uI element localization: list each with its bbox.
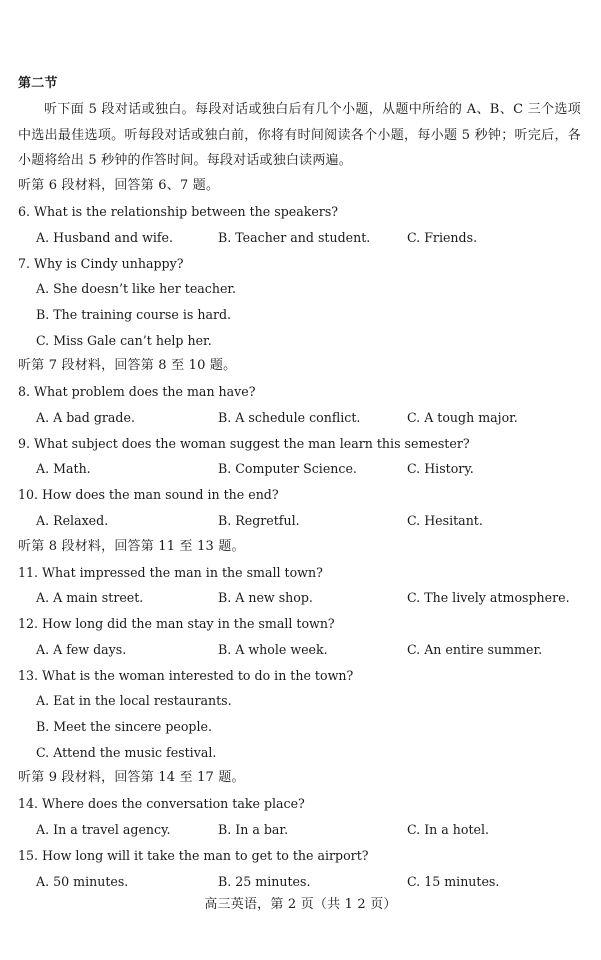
option-c: C. 15 minutes. xyxy=(407,874,500,889)
option-c: C. Attend the music festival. xyxy=(36,745,217,760)
option-a: A. Relaxed. xyxy=(36,513,109,528)
option-a: A. Math. xyxy=(36,461,91,476)
group-heading: 听第 8 段材料，回答第 11 至 13 题。 xyxy=(18,539,245,554)
option-a: A. In a travel agency. xyxy=(36,822,171,837)
instructions-paragraph: 听下面 5 段对话或独白。每段对话或独白后有几个小题，从题中所给的 A、B、C 三个选项中选出最佳选项。听每段对话或独白前，你将有时间阅读各个小题，每小题 5 秒钟；听完后，各小题将给出 5 秒钟的作答时间。每段对话或独白读两遍。 xyxy=(18,102,581,168)
option-b: B. 25 minutes. xyxy=(218,874,311,889)
question-stem: 11. What impressed the man in the small town? xyxy=(18,565,323,580)
option-b: B. The training course is hard. xyxy=(36,307,232,322)
option-b: B. In a bar. xyxy=(218,822,289,837)
section-title: 第二节 xyxy=(18,76,58,91)
question-stem: 9. What subject does the woman suggest the man learn this semester? xyxy=(18,436,470,451)
option-c: C. In a hotel. xyxy=(407,822,490,837)
question-stem: 7. Why is Cindy unhappy? xyxy=(18,256,184,271)
question-stem: 14. Where does the conversation take place? xyxy=(18,796,305,811)
question-stem: 8. What problem does the man have? xyxy=(18,384,256,399)
option-c: C. History. xyxy=(407,461,474,476)
option-a: A. She doesn’t like her teacher. xyxy=(36,281,237,296)
option-a: A. A main street. xyxy=(36,590,144,605)
question-stem: 12. How long did the man stay in the small town? xyxy=(18,616,335,631)
option-b: B. Regretful. xyxy=(218,513,300,528)
option-b: B. A new shop. xyxy=(218,590,313,605)
option-a: A. 50 minutes. xyxy=(36,874,129,889)
option-b: B. Teacher and student. xyxy=(218,230,371,245)
option-b: B. A schedule conflict. xyxy=(218,410,361,425)
option-c: C. Friends. xyxy=(407,230,478,245)
option-a: A. Husband and wife. xyxy=(36,230,174,245)
group-heading: 听第 7 段材料，回答第 8 至 10 题。 xyxy=(18,358,237,373)
option-a: A. A few days. xyxy=(36,642,127,657)
option-c: C. An entire summer. xyxy=(407,642,543,657)
question-stem: 13. What is the woman interested to do in the town? xyxy=(18,668,354,683)
option-c: C. A tough major. xyxy=(407,410,518,425)
option-b: B. Meet the sincere people. xyxy=(36,719,212,734)
group-heading: 听第 9 段材料，回答第 14 至 17 题。 xyxy=(18,770,245,785)
option-c: C. Hesitant. xyxy=(407,513,483,528)
question-stem: 6. What is the relationship between the speakers? xyxy=(18,204,339,219)
option-b: B. A whole week. xyxy=(218,642,328,657)
question-stem: 10. How does the man sound in the end? xyxy=(18,487,279,502)
option-a: A. Eat in the local restaurants. xyxy=(36,693,232,708)
group-heading: 听第 6 段材料，回答第 6、7 题。 xyxy=(18,178,220,193)
page-footer: 高三英语，第 2 页（共 1 2 页） xyxy=(204,897,397,912)
option-a: A. A bad grade. xyxy=(36,410,135,425)
option-c: C. The lively atmosphere. xyxy=(407,590,570,605)
option-c: C. Miss Gale can’t help her. xyxy=(36,333,212,348)
option-b: B. Computer Science. xyxy=(218,461,357,476)
question-stem: 15. How long will it take the man to get to the airport? xyxy=(18,848,369,863)
